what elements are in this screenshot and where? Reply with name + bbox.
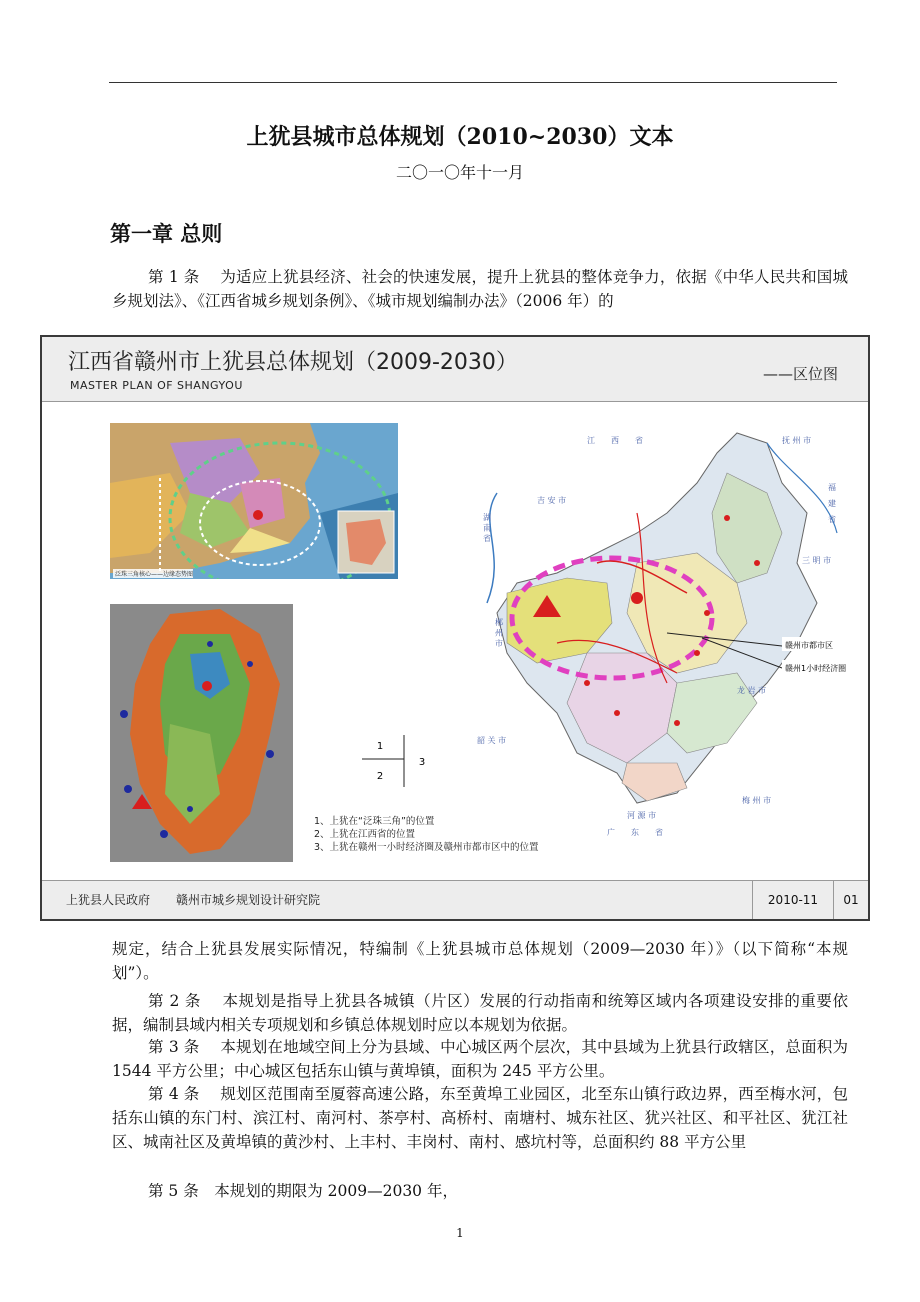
footer-org-government: 上犹县人民政府 <box>66 893 151 907</box>
article-1-paragraph: 第 1 条 为适应上犹县经济、社会的快速发展，提升上犹县的整体竞争力，依据《中华人民共和国城乡规划法》、《江西省城乡规划条例》、《城市规划编制办法》（2006 年）的 <box>112 268 848 310</box>
key-label-2: 2 <box>376 771 384 782</box>
article-4-paragraph: 第 4 条 规划区范围南至厦蓉高速公路，东至黄埠工业园区，北至东山镇行政边界，西至梅水河，包括东山镇的东门村、滨江村、南河村、茶亭村、高桥村、南塘村、城东社区、犹兴社区、和平社区、犹江社区、城南社区及黄埠镇的黄沙村、上丰村、丰岗村、南村、感坑村等，总面积约 88 平方公里 <box>112 1085 848 1151</box>
article-3-paragraph: 第 3 条 本规划在地域空间上分为县域、中心城区两个层次，其中县域为上犹县行政辖区，总面积为 1544 平方公里；中心城区包括东山镇与黄埠镇，面积为 245 平方公里。 <box>112 1038 848 1080</box>
figure-footer <box>42 880 868 919</box>
legend-item: 3、上犹在赣州一小时经济圈及赣州市都市区中的位置 <box>314 842 539 853</box>
key-label-3: 3 <box>418 757 426 768</box>
region-label-heyuan: 河 源 市 <box>627 811 657 820</box>
figure-header <box>42 337 868 402</box>
region-label-fuzhou: 抚 州 市 <box>782 436 812 445</box>
key-label-1: 1 <box>376 741 384 752</box>
footer-sheet-number: 01 <box>843 893 859 907</box>
article-5-paragraph: 第 5 条 本规划的期限为 2009—2030 年， <box>148 1182 458 1200</box>
region-label-sanming: 三 明 市 <box>802 556 832 565</box>
footer-org-institute: 赣州市城乡规划设计研究院 <box>176 893 321 907</box>
location-map-figure <box>40 335 870 921</box>
callout-1hour-circle: 赣州1小时经济圈 <box>785 664 847 673</box>
legend-item: 2、上犹在江西省的位置 <box>314 829 416 840</box>
page-number: 1 <box>456 1226 464 1240</box>
legend-item: 1、上犹在“泛珠三角”的位置 <box>314 816 435 827</box>
region-label-jiangxi: 江 西 省 <box>587 436 643 445</box>
article-1-continued: 规定，结合上犹县发展实际情况，特编制《上犹县城市总体规划（2009—2030 年）》（以下简称“本规划”）。 <box>112 940 848 982</box>
region-label-fujian: 福 建 省 <box>827 483 837 523</box>
region-label-chenzhou: 郴 州 市 <box>494 618 504 648</box>
callout-ganzhou-metro: 赣州市都市区 <box>785 641 833 650</box>
region-label-hunan: 湖 南 省 <box>482 513 492 543</box>
top-rule <box>109 82 837 83</box>
region-label-longyan: 龙 岩 市 <box>737 686 767 695</box>
region-label-shaoguan: 韶 关 市 <box>477 736 507 745</box>
region-label-ji-an: 吉 安 市 <box>537 496 567 505</box>
chapter-heading: 第一章 总则 <box>110 222 223 246</box>
footer-date: 2010-11 <box>752 881 834 919</box>
jiangxi-province-map <box>110 604 293 862</box>
document-date: 二〇一〇年十一月 <box>395 163 524 182</box>
figure-title: 江西省赣州市上犹县总体规划（2009-2030） <box>68 350 518 375</box>
region-label-meizhou: 梅 州 市 <box>742 796 772 805</box>
pan-prd-map <box>110 423 398 579</box>
panel-key-diagram <box>362 735 432 795</box>
ganzhou-region-map <box>437 423 849 843</box>
map1-caption: 泛珠三角核心——边缘态势图 <box>115 571 194 578</box>
figure-map-type: ——区位图 <box>762 365 838 383</box>
figure-english-title: MASTER PLAN OF SHANGYOU <box>70 379 243 392</box>
region-label-guangdong: 广 东 省 <box>607 828 663 837</box>
document-title: 上犹县城市总体规划（2010~2030）文本 <box>246 124 674 150</box>
article-2-paragraph: 第 2 条 本规划是指导上犹县各城镇（片区）发展的行动指南和统筹区域内各项建设安排的重要依据，编制县域内相关专项规划和乡镇总体规划时应以本规划为依据。 <box>112 992 848 1034</box>
